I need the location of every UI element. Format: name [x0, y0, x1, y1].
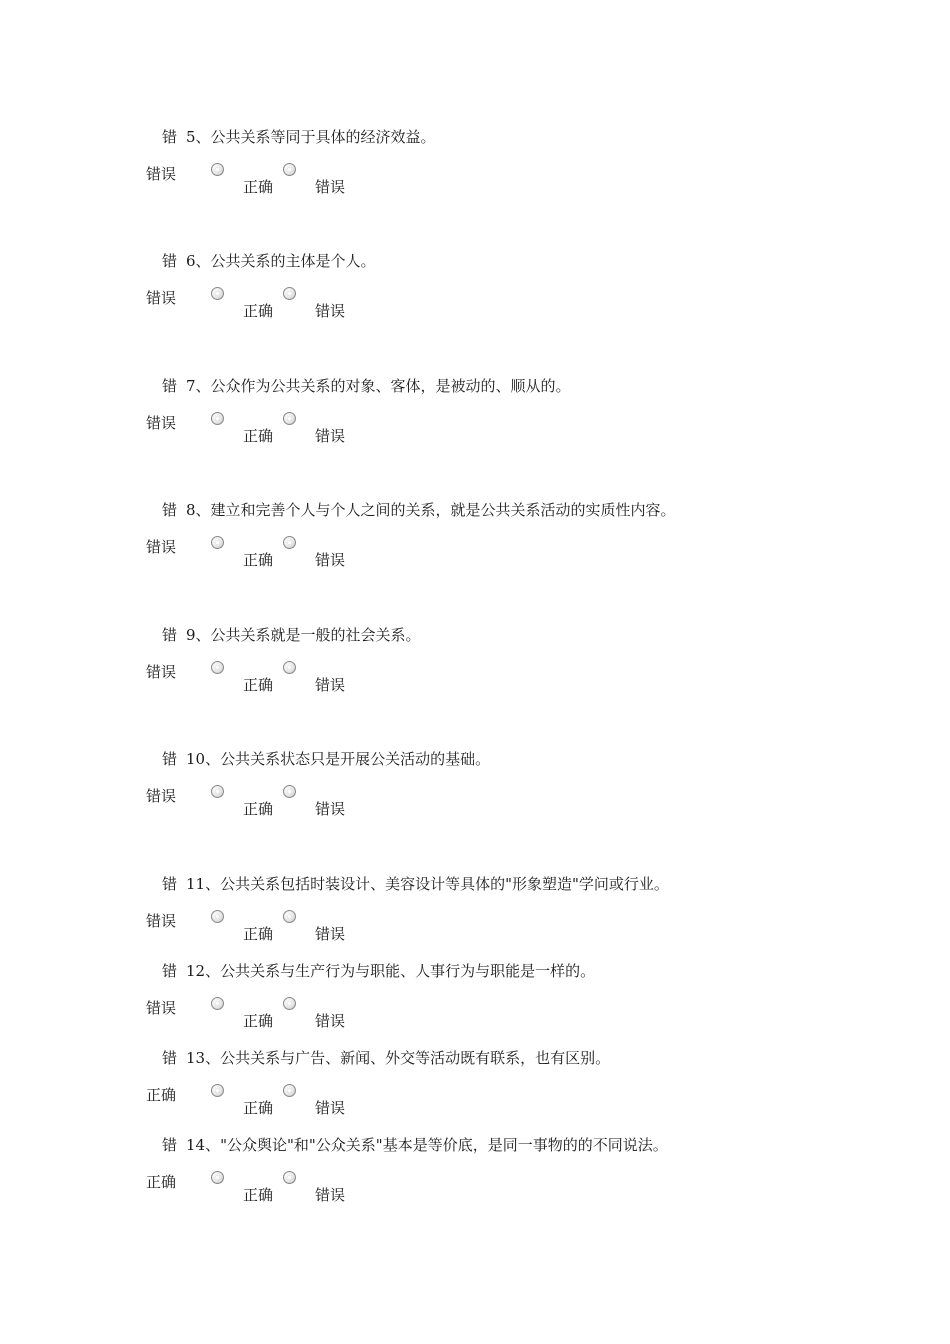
- question-item: [0, 624, 950, 704]
- option-label-correct: 正确: [243, 551, 274, 569]
- question-title: [162, 250, 376, 271]
- radio-correct[interactable]: [211, 412, 224, 425]
- question-title: [162, 624, 421, 645]
- question-title: [162, 873, 669, 894]
- question-number: 11、: [186, 875, 221, 893]
- question-text: 公共关系等同于具体的经济效益。: [210, 128, 436, 146]
- option-label-wrong: 错误: [315, 800, 346, 818]
- question-item: [0, 960, 950, 1040]
- question-text: "公众舆论"和"公众关系"基本是等价底，是同一事物的的不同说法。: [220, 1136, 668, 1154]
- option-label-correct: 正确: [243, 1012, 274, 1030]
- question-number: 14、: [186, 1136, 221, 1154]
- question-item: [0, 748, 950, 828]
- given-answer: 错误: [146, 414, 177, 432]
- question-title: [162, 748, 490, 769]
- question-number: 10、: [186, 750, 221, 768]
- option-label-correct: 正确: [243, 1099, 274, 1117]
- radio-wrong[interactable]: [283, 1084, 296, 1097]
- radio-wrong[interactable]: [283, 412, 296, 425]
- radio-correct[interactable]: [211, 287, 224, 300]
- given-answer: 错误: [146, 912, 177, 930]
- option-label-correct: 正确: [243, 800, 274, 818]
- result-mark: 错: [162, 1136, 178, 1154]
- question-number: 5、: [186, 128, 211, 146]
- radio-correct[interactable]: [211, 661, 224, 674]
- result-mark: 错: [162, 1049, 178, 1067]
- result-mark: 错: [162, 750, 178, 768]
- option-label-correct: 正确: [243, 178, 274, 196]
- given-answer: 错误: [146, 289, 177, 307]
- option-label-wrong: 错误: [315, 676, 346, 694]
- given-answer: 错误: [146, 663, 177, 681]
- question-item: [0, 1134, 950, 1214]
- question-item: [0, 126, 950, 206]
- question-text: 公众作为公共关系的对象、客体，是被动的、顺从的。: [210, 377, 571, 395]
- question-text: 公共关系的主体是个人。: [210, 252, 376, 270]
- radio-wrong[interactable]: [283, 997, 296, 1010]
- radio-wrong[interactable]: [283, 163, 296, 176]
- question-title: [162, 499, 676, 520]
- option-label-wrong: 错误: [315, 1099, 346, 1117]
- given-answer: 正确: [146, 1173, 177, 1191]
- result-mark: 错: [162, 128, 178, 146]
- given-answer: 错误: [146, 787, 177, 805]
- question-title: [162, 126, 436, 147]
- question-item: [0, 499, 950, 579]
- question-number: 7、: [186, 377, 211, 395]
- radio-correct[interactable]: [211, 163, 224, 176]
- option-label-wrong: 错误: [315, 551, 346, 569]
- option-label-correct: 正确: [243, 676, 274, 694]
- question-text: 公共关系就是一般的社会关系。: [210, 626, 421, 644]
- question-item: [0, 1047, 950, 1127]
- question-text: 公共关系状态只是开展公关活动的基础。: [220, 750, 491, 768]
- radio-wrong[interactable]: [283, 910, 296, 923]
- result-mark: 错: [162, 377, 178, 395]
- radio-correct[interactable]: [211, 910, 224, 923]
- radio-wrong[interactable]: [283, 785, 296, 798]
- option-label-correct: 正确: [243, 427, 274, 445]
- option-label-correct: 正确: [243, 925, 274, 943]
- question-title: [162, 960, 595, 981]
- question-number: 9、: [186, 626, 211, 644]
- radio-wrong[interactable]: [283, 1171, 296, 1184]
- option-label-wrong: 错误: [315, 302, 346, 320]
- radio-correct[interactable]: [211, 1171, 224, 1184]
- option-label-wrong: 错误: [315, 427, 346, 445]
- question-title: [162, 1134, 668, 1155]
- radio-wrong[interactable]: [283, 287, 296, 300]
- question-number: 6、: [186, 252, 211, 270]
- question-number: 8、: [186, 501, 211, 519]
- option-label-wrong: 错误: [315, 925, 346, 943]
- result-mark: 错: [162, 252, 178, 270]
- given-answer: 正确: [146, 1086, 177, 1104]
- question-number: 13、: [186, 1049, 221, 1067]
- radio-wrong[interactable]: [283, 536, 296, 549]
- result-mark: 错: [162, 875, 178, 893]
- radio-wrong[interactable]: [283, 661, 296, 674]
- question-item: [0, 873, 950, 953]
- option-label-correct: 正确: [243, 302, 274, 320]
- option-label-wrong: 错误: [315, 1012, 346, 1030]
- radio-correct[interactable]: [211, 785, 224, 798]
- question-item: [0, 250, 950, 330]
- question-number: 12、: [186, 962, 221, 980]
- radio-correct[interactable]: [211, 1084, 224, 1097]
- question-text: 公共关系与广告、新闻、外交等活动既有联系，也有区别。: [220, 1049, 611, 1067]
- result-mark: 错: [162, 501, 178, 519]
- given-answer: 错误: [146, 538, 177, 556]
- option-label-wrong: 错误: [315, 1186, 346, 1204]
- result-mark: 错: [162, 626, 178, 644]
- result-mark: 错: [162, 962, 178, 980]
- option-label-correct: 正确: [243, 1186, 274, 1204]
- given-answer: 错误: [146, 165, 177, 183]
- question-title: [162, 375, 571, 396]
- question-title: [162, 1047, 610, 1068]
- radio-correct[interactable]: [211, 536, 224, 549]
- option-label-wrong: 错误: [315, 178, 346, 196]
- question-text: 公共关系与生产行为与职能、人事行为与职能是一样的。: [220, 962, 596, 980]
- given-answer: 错误: [146, 999, 177, 1017]
- question-item: [0, 375, 950, 455]
- radio-correct[interactable]: [211, 997, 224, 1010]
- question-text: 公共关系包括时装设计、美容设计等具体的"形象塑造"学问或行业。: [220, 875, 669, 893]
- question-text: 建立和完善个人与个人之间的关系，就是公共关系活动的实质性内容。: [210, 501, 676, 519]
